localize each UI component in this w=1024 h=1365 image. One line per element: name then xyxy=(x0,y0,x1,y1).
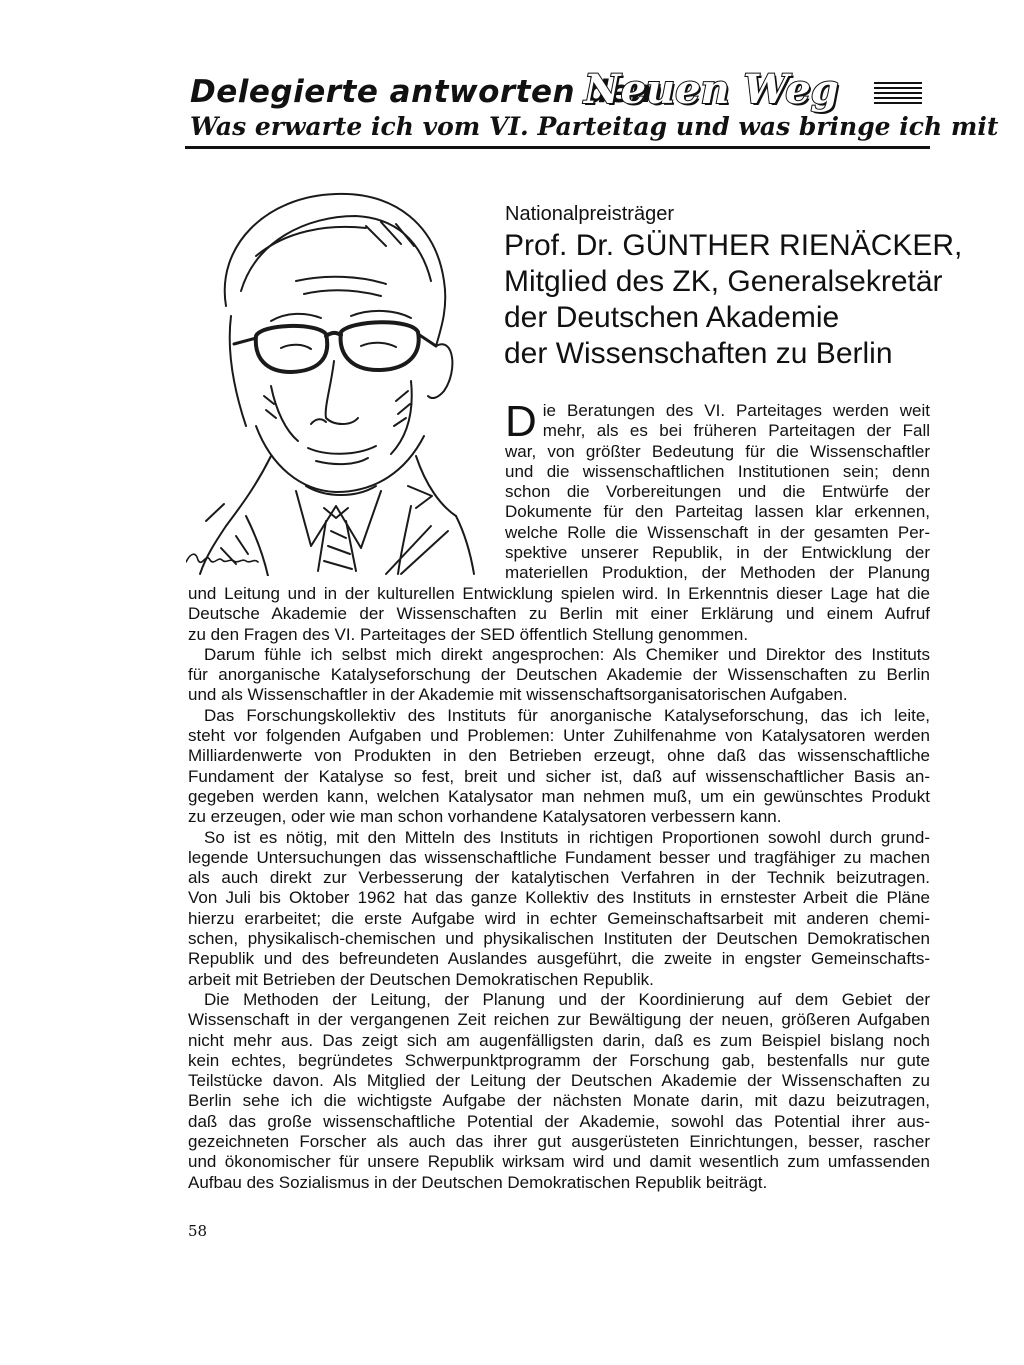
text-line: schon die Vorbereitungen und die Entwürfe der xyxy=(505,482,930,502)
text-line: und Leitung und in der kulturellen Entwicklung spielen wird. In Erkenntnis dieser Lage hat die xyxy=(188,584,930,603)
drop-cap: D xyxy=(505,397,537,446)
text-line: spektive unserer Republik, in der Entwicklung der xyxy=(505,543,930,563)
text-line: Republik und des befreundeten Auslandes ausgeführt, die zweite in engster Gemeinschafts- xyxy=(188,949,930,969)
artist-signature xyxy=(186,554,258,562)
text-line: steht vor folgenden Aufgaben und Problemen: Unter Zuhilfenahme von Katalysatoren werden xyxy=(188,726,930,746)
text-line: und ökonomischer für unsere Republik wirksam wird und damit wesentlich zum umfassenden xyxy=(188,1152,930,1172)
text-line: hierzu erarbeitet; die erste Aufgabe wird in echter Gemeinschaftsarbeit mit anderen chemi- xyxy=(188,908,930,928)
text-line: Berlin sehe ich die wichtigste Aufgabe der nächsten Monate darin, mit dazu beizutragen, xyxy=(188,1091,930,1111)
text-line: materiellen Produktion, der Methoden der Planung xyxy=(505,563,930,583)
author-heading-line: Mitglied des ZK, Generalsekretär xyxy=(504,265,943,298)
page-number: 58 xyxy=(188,1222,208,1240)
text-line: mehr, als es bei früheren Parteitagen der Fall xyxy=(542,421,930,441)
magazine-title: Neuen Weg xyxy=(584,66,839,113)
author-heading-line: der Deutschen Akademie xyxy=(504,301,840,334)
text-line: ie Beratungen des VI. Parteitages werden weit xyxy=(542,401,930,420)
text-line: nicht mehr aus. Das zeigt sich am augenfälligsten darin, daß es zum Beispiel bislang noch xyxy=(188,1030,930,1050)
text-line: und als Wissenschaftler in der Akademie mit wissenschaftsorganisatorischen Aufgaben. xyxy=(188,685,848,705)
text-line: Fundament der Katalyse so fest, breit und sicher ist, daß auf wissenschaftlicher Basis an- xyxy=(188,766,930,786)
text-line: und die wissenschaftlichen Institutionen sein; denn xyxy=(505,461,930,481)
author-heading-line: der Wissenschaften zu Berlin xyxy=(504,337,893,370)
text-line: als auch direkt zur Verbesserung der katalytischen Verfahren in der Technik beizutragen. xyxy=(188,868,930,888)
author-heading xyxy=(504,228,963,372)
text-line: Die Methoden der Leitung, der Planung und der Koordinierung auf dem Gebiet der xyxy=(204,989,930,1009)
text-line: für anorganische Katalyseforschung der Deutschen Akademie der Wissenschaften zu Berlin xyxy=(188,665,930,685)
header-decorative-lines xyxy=(874,82,922,106)
header-subtitle: Was erwarte ich vom VI. Parteitag und was bringe ich mit xyxy=(190,112,999,141)
text-line: schen, physikalisch-chemischen und physikalischen Instituten der Deutschen Demokratischen xyxy=(188,929,930,949)
text-line: Deutsche Akademie der Wissenschaften zu Berlin mit einer Erklärung und einem Aufruf xyxy=(188,604,930,624)
text-line: gegeben werden kann, welchen Katalysator man nehmen muß, um ein gewünschtes Produkt xyxy=(188,786,930,806)
article-intro xyxy=(505,397,930,584)
text-line: welche Rolle die Wissenschaft in der gesamten Per- xyxy=(505,522,930,542)
text-line: gezeichneten Forscher als auch das ihrer gut ausgerüsteten Einrichtungen, besser, rascher xyxy=(188,1132,930,1152)
text-line: Von Juli bis Oktober 1962 hat das ganze Kollektiv des Instituts in ernstester Arbeit die Pläne xyxy=(188,888,930,908)
text-line: Milliardenwerte von Produkten in den Betrieben erzeugt, ohne daß das wissenschaftliche xyxy=(188,746,930,766)
text-line: Darum fühle ich selbst mich direkt angesprochen: Als Chemiker und Direktor des Instituts xyxy=(204,644,930,664)
text-line: Aufbau des Sozialismus in der Deutschen Demokratischen Republik beiträgt. xyxy=(188,1172,768,1192)
text-line: So ist es nötig, mit den Mitteln des Instituts in richtigen Proportionen sowohl durch grund- xyxy=(204,827,930,847)
author-award: Nationalpreisträger xyxy=(505,203,674,225)
article-body xyxy=(188,584,930,1193)
author-heading-line: Prof. Dr. GÜNTHER RIENÄCKER, xyxy=(504,229,963,262)
text-line: zu den Fragen des VI. Parteitages der SED öffentlich Stellung genommen. xyxy=(188,624,749,644)
text-line: war, von größter Bedeutung für die Wissenschaftler xyxy=(505,441,930,461)
text-line: Teilstücke davon. Als Mitglied der Leitung der Deutschen Akademie der Wissenschaften zu xyxy=(188,1071,930,1091)
text-line: Dokumente für den Parteitag lassen klar erkennen, xyxy=(505,502,930,522)
text-line: zu erzeugen, oder wie man schon vorhandene Katalysatoren verbessern kann. xyxy=(188,807,782,827)
text-line: Wissenschaft in der vergangenen Zeit reichen zur Bewältigung der neuen, größeren Aufgaben xyxy=(188,1010,930,1030)
text-line: daß das große wissenschaftliche Potential der Akademie, sowohl das Potential ihrer aus- xyxy=(188,1111,930,1131)
text-line: kein echtes, begründetes Schwerpunktprogramm der Forschung gab, bestenfalls nur gute xyxy=(188,1050,930,1070)
header-rule xyxy=(185,146,930,149)
portrait-sketch xyxy=(186,186,486,576)
text-line: legende Untersuchungen das wissenschaftliche Fundament besser und tragfähiger zu machen xyxy=(188,847,930,867)
text-line: arbeit mit Betrieben der Deutschen Demokratischen Republik. xyxy=(188,969,654,989)
header-intro-text: Delegierte antworten dem xyxy=(190,74,664,110)
text-line: Das Forschungskollektiv des Instituts für anorganische Katalyseforschung, das ich leite, xyxy=(204,705,930,725)
